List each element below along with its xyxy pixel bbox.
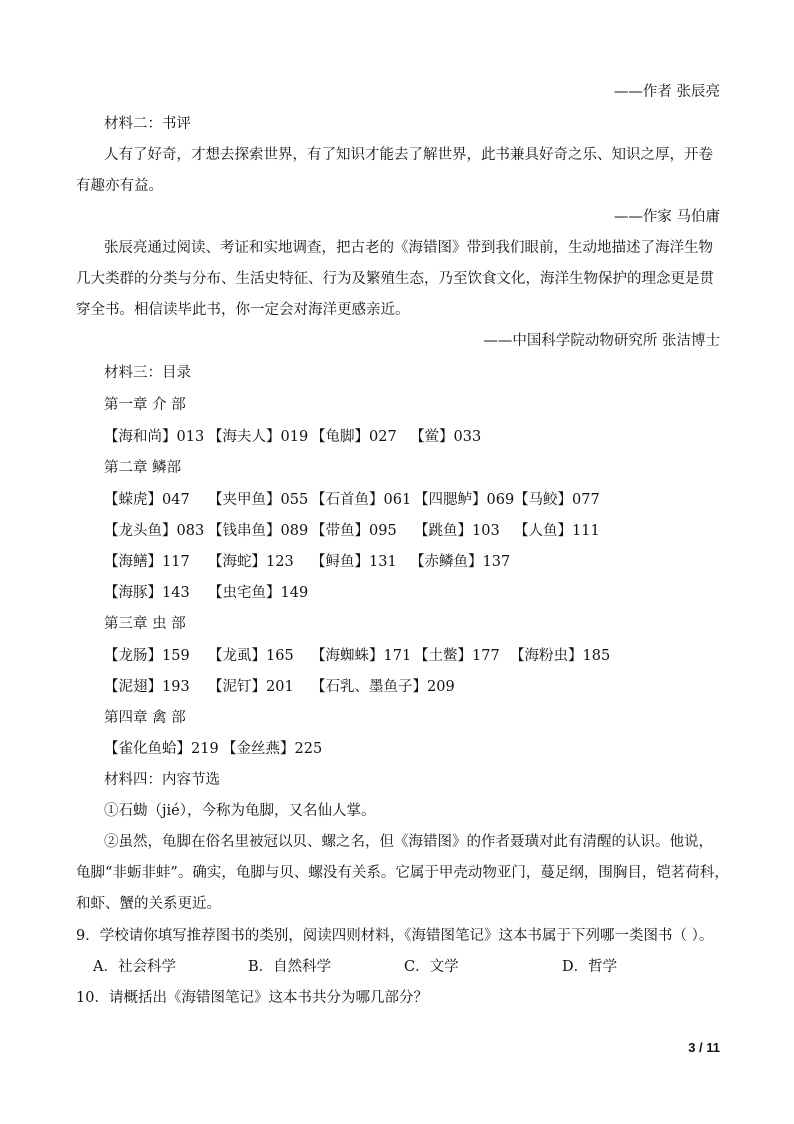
chapter-four-heading: 第四章 禽 部 <box>104 710 186 726</box>
toc-item: 【鲎】033 <box>410 429 482 445</box>
question-9: 9．学校请你填写推荐图书的类别，阅读四则材料，《海错图笔记》这本书属于下列哪一类图书（ ）。 <box>76 928 714 944</box>
excerpt-item-2-line-2: 龟脚“非蛎非蚌”。确实，龟脚与贝、螺没有关系。它属于甲壳动物亚门，蔓足纲，围胸目，铠茗荷科， <box>76 865 729 881</box>
signature-writer: ——作家 马伯庸 <box>613 209 720 225</box>
option-c: C．文学 <box>404 959 459 975</box>
toc-item: 【虫宅鱼】149 <box>208 585 309 601</box>
toc-item: 【泥钉】201 <box>208 679 294 695</box>
review-paragraph-1-line-2: 有趣亦有益。 <box>76 178 163 194</box>
toc-item: 【金丝燕】225 <box>222 741 323 757</box>
toc-item: 【带鱼】095 <box>311 523 397 539</box>
toc-item: 【海蛇】123 <box>208 554 294 570</box>
toc-item: 【石首鱼】061 <box>311 492 412 508</box>
toc-item: 【泥翅】193 <box>104 679 190 695</box>
toc-item: 【跳鱼】103 <box>414 523 500 539</box>
question-10: 10．请概括出《海错图笔记》这本书共分为哪几部分？ <box>76 990 428 1006</box>
material-two-title: 材料二：书评 <box>104 116 191 132</box>
toc-item: 【土鳖】177 <box>414 648 500 664</box>
toc-item: 【海粉虫】185 <box>510 648 611 664</box>
toc-item: 【龙虱】165 <box>208 648 294 664</box>
toc-item: 【蝾虎】047 <box>104 492 190 508</box>
excerpt-item-1: ①石蜐（jié），今称为龟脚，又名仙人掌。 <box>104 803 376 819</box>
review-paragraph-2-line-2: 几大类群的分类与分布、生活史特征、行为及繁殖生态，乃至饮食文化，海洋生物保护的理念更是贯 <box>76 271 714 287</box>
toc-item: 【龙头鱼】083 <box>104 523 205 539</box>
toc-item: 【人鱼】111 <box>514 523 600 539</box>
chapter-two-heading: 第二章 鳞部 <box>104 460 182 476</box>
toc-item: 【钱串鱼】089 <box>208 523 309 539</box>
chapter-three-heading: 第三章 虫 部 <box>104 616 186 632</box>
option-d: D．哲学 <box>562 959 618 975</box>
toc-item: 【雀化鱼蛤】219 <box>104 741 219 757</box>
excerpt-item-2-line-3: 和虾、蟹的关系更近。 <box>76 896 221 912</box>
toc-item: 【海和尚】013 <box>104 429 205 445</box>
material-three-title: 材料三：目录 <box>104 365 191 381</box>
toc-item: 【海夫人】019 <box>208 429 309 445</box>
review-paragraph-2-line-1: 张辰亮通过阅读、考证和实地调查，把古老的《海错图》带到我们眼前，生动地描述了海洋生物 <box>104 240 713 256</box>
review-paragraph-1-line-1: 人有了好奇，才想去探索世界，有了知识才能去了解世界，此书兼具好奇之乐、知识之厚，开卷 <box>104 147 713 163</box>
signature-author: ——作者 张辰亮 <box>613 84 720 100</box>
signature-institute: ——中国科学院动物研究所 张洁博士 <box>483 333 720 349</box>
toc-item: 【夹甲鱼】055 <box>208 492 309 508</box>
toc-item: 【四腮鲈】069 <box>414 492 515 508</box>
chapter-one-heading: 第一章 介 部 <box>104 397 186 413</box>
excerpt-item-2-line-1: ②虽然，龟脚在俗名里被冠以贝、螺之名，但《海错图》的作者聂璜对此有清醒的认识。他说， <box>104 834 713 850</box>
toc-item: 【海蜘蛛】171 <box>311 648 412 664</box>
toc-item: 【马鲛】077 <box>514 492 600 508</box>
toc-item: 【龙肠】159 <box>104 648 190 664</box>
toc-item: 【赤鳞鱼】137 <box>410 554 511 570</box>
page-number: 3 / 11 <box>688 1040 720 1055</box>
material-four-title: 材料四：内容节选 <box>104 772 220 788</box>
toc-item: 【海豚】143 <box>104 585 190 601</box>
option-b: B．自然科学 <box>248 959 332 975</box>
option-a: A．社会科学 <box>93 959 176 975</box>
toc-item: 【鲟鱼】131 <box>311 554 397 570</box>
toc-item: 【龟脚】027 <box>311 429 397 445</box>
review-paragraph-2-line-3: 穿全书。相信读毕此书，你一定会对海洋更感亲近。 <box>76 302 410 318</box>
toc-item: 【海鳝】117 <box>104 554 190 570</box>
toc-item: 【石乳、墨鱼子】209 <box>311 679 455 695</box>
